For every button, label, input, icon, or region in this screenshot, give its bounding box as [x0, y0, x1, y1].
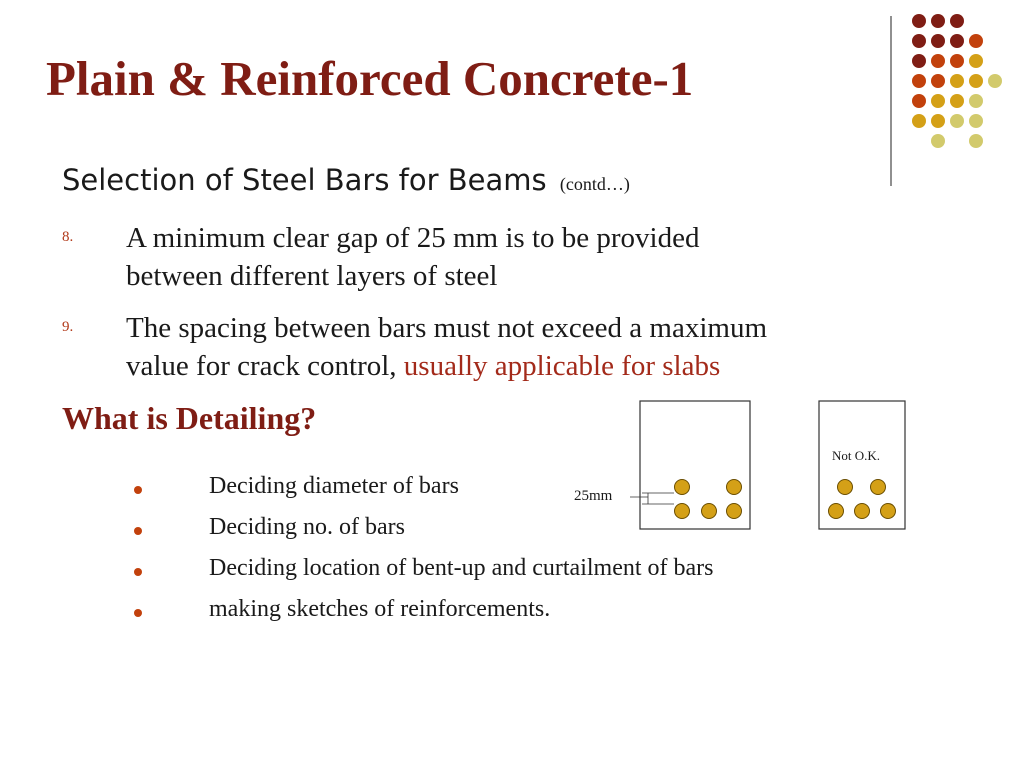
slide-title: Plain & Reinforced Concrete-1: [46, 51, 694, 106]
decorative-dot: [912, 34, 926, 48]
decorative-dot: [931, 134, 945, 148]
decorative-divider: [890, 16, 892, 186]
item-number: 8.: [62, 229, 74, 245]
decorative-dot: [912, 74, 926, 88]
decorative-dot: [950, 114, 964, 128]
decorative-dot: [969, 94, 983, 108]
decorative-dot: [931, 94, 945, 108]
rebar-circle: [829, 504, 844, 519]
subtitle-note: (contd…): [559, 174, 630, 194]
rebar-circle: [855, 504, 870, 519]
item-text: [126, 309, 986, 385]
item-text-line: between different layers of steel: [126, 260, 498, 292]
detailing-heading: What is Detailing?: [62, 400, 317, 436]
decorative-dot: [931, 34, 945, 48]
bullet-dot-icon: [134, 568, 142, 576]
decorative-dot: [950, 74, 964, 88]
rebar-circle: [881, 504, 896, 519]
bullet-dot-icon: [134, 527, 142, 535]
decorative-dot: [950, 34, 964, 48]
decorative-dot: [969, 114, 983, 128]
item-text-line: The spacing between bars must not exceed a maximum: [126, 312, 768, 344]
subtitle: [62, 163, 630, 197]
rebar-circle: [838, 480, 853, 495]
item-number: 9.: [62, 319, 74, 335]
rebar-circle: [727, 504, 742, 519]
item-text-line: A minimum clear gap of 25 mm is to be provided: [126, 222, 700, 254]
decorative-dot: [931, 114, 945, 128]
subtitle-main: Selection of Steel Bars for Beams: [62, 163, 547, 197]
decorative-dot: [969, 74, 983, 88]
item-text-line: [126, 347, 986, 385]
decorative-dot: [912, 94, 926, 108]
bullet-text: Deciding location of bent-up and curtailment of bars: [209, 555, 714, 581]
decorative-dot: [912, 54, 926, 68]
decorative-dot: [969, 54, 983, 68]
rebar-circle: [727, 480, 742, 495]
decorative-dot: [969, 134, 983, 148]
bullet-text: Deciding diameter of bars: [209, 473, 459, 499]
bullet-text: Deciding no. of bars: [209, 514, 405, 540]
bullet-dot-icon: [134, 486, 142, 494]
gap-label: 25mm: [574, 488, 613, 504]
rebar-circle: [871, 480, 886, 495]
decorative-dot: [950, 14, 964, 28]
decorative-dot: [950, 94, 964, 108]
rebar-circle: [675, 504, 690, 519]
item-text-highlight: usually applicable for slabs: [403, 350, 721, 382]
decorative-dot: [931, 54, 945, 68]
rebar-circle: [702, 504, 717, 519]
decorative-dot: [931, 14, 945, 28]
decorative-dot: [988, 74, 1002, 88]
decorative-dot: [912, 14, 926, 28]
item-text: [126, 219, 986, 295]
rebar-circle: [675, 480, 690, 495]
decorative-dot-grid: [904, 14, 1014, 164]
item-text-plain: value for crack control,: [126, 350, 404, 382]
decorative-dot: [969, 34, 983, 48]
decorative-dot: [931, 74, 945, 88]
decorative-dot: [912, 114, 926, 128]
decorative-dot: [950, 54, 964, 68]
bullet-text: making sketches of reinforcements.: [209, 596, 551, 622]
beam-section-figure: [560, 398, 920, 538]
not-ok-label: Not O.K.: [832, 448, 881, 463]
bullet-dot-icon: [134, 609, 142, 617]
